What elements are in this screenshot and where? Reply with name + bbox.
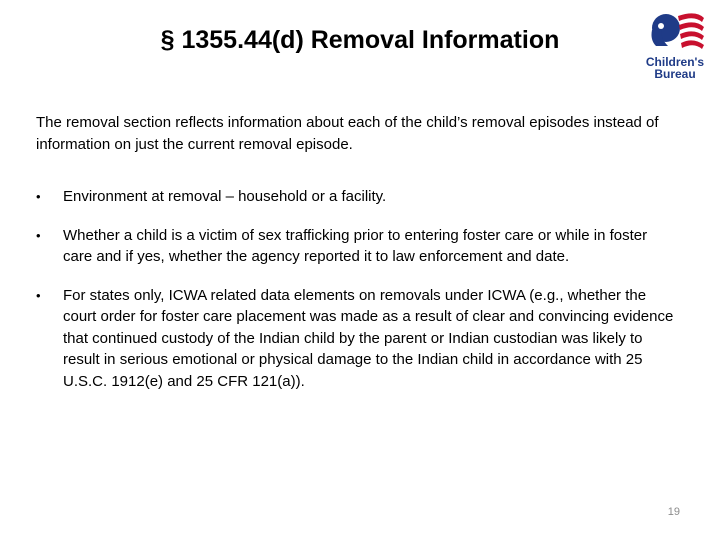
logo-text-bureau: Bureau <box>654 67 696 81</box>
list-item-text: Whether a child is a victim of sex trafficking prior to entering foster care or while in foster care and if yes, whether the agency reported it to law enforcement and date. <box>63 226 648 265</box>
bullet-marker: • <box>36 189 41 204</box>
childrens-bureau-logo <box>638 6 712 84</box>
list-item <box>36 225 676 268</box>
intro-paragraph: The removal section reflects information about each of the child’s removal episodes instead of information on just the current removal episode. <box>36 114 659 153</box>
list-item-text: For states only, ICWA related data elements on removals under ICWA (e.g., whether the court order for foster care placement was made as a result of clear and convincing evidence that continued custody of the Indian child by the parent or Indian custodian was likely to result in serious emotional or physical damage to the Indian child in accordance with 25 U.S.C. 1912(e) and 25 CFR 121(a)). <box>63 286 674 390</box>
bullet-marker: • <box>36 227 41 243</box>
list-item <box>36 285 676 393</box>
bullet-marker: • <box>36 287 41 303</box>
slide-title: § 1355.44(d) Removal Information <box>160 26 560 54</box>
logo-text-childrens: Children's <box>645 55 705 69</box>
page-number: 19 <box>667 506 680 518</box>
bullet-list <box>36 186 676 392</box>
list-item <box>36 186 676 208</box>
childrens-bureau-emblem-icon <box>638 6 712 58</box>
list-item-text: Environment at removal – household or a facility. <box>63 188 387 205</box>
